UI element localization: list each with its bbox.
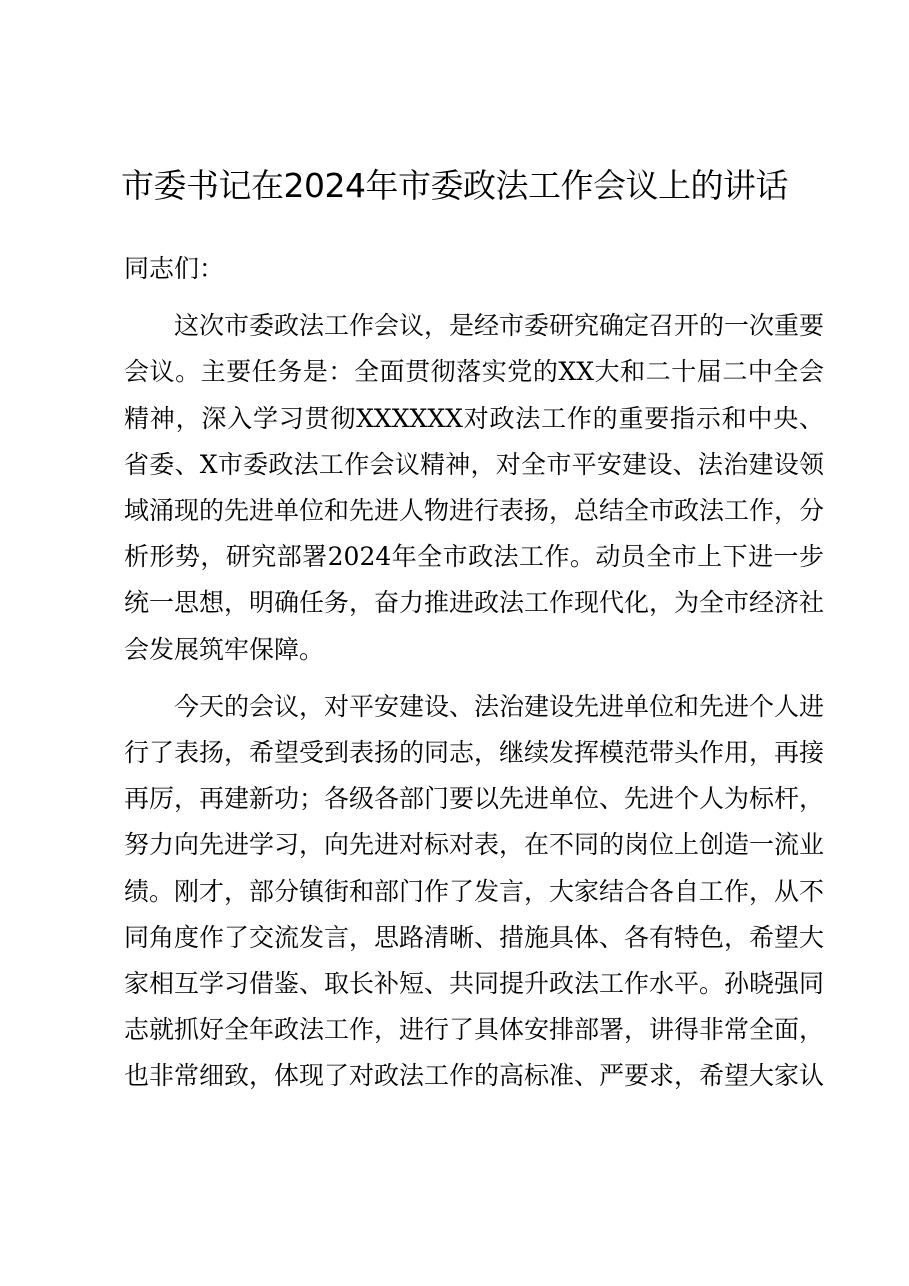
paragraph-1: 这次市委政法工作会议，是经市委研究确定召开的一次重要会议。主要任务是：全面贯彻落实党的XX大和二十届二中全会精神，深入学习贯彻XXXXXX对政法工作的重要指示和中央、省委、X市委政法工作会议精神，对全市平安建设、法治建设领域涌现的先进单位和先进人物进行表扬，总结全市政法工作，分析形势，研究部署2024年全市政法工作。动员全市上下进一步统一思想，明确任务，奋力推进政法工作现代化，为全市经济社会发展筑牢保障。 bbox=[124, 311, 825, 664]
paragraph-2: 今天的会议，对平安建设、法治建设先进单位和先进个人进行了表扬，希望受到表扬的同志，继续发挥模范带头作用，再接再厉，再建新功；各级各部门要以先进单位、先进个人为标杆，努力向先进学习，向先进对标对表，在不同的岗位上创造一流业绩。刚才，部分镇街和部门作了发言，大家结合各自工作，从不同角度作了交流发言，思路清晰、措施具体、各有特色，希望大家相互学习借鉴、取长补短、共同提升政法工作水平。孙晓强同志就抓好全年政法工作，进行了具体安排部署，讲得非常全面，也非常细致，体现了对政法工作的高标准、严要求，希望大家认 bbox=[124, 691, 825, 1091]
salutation: 同志们： bbox=[124, 254, 225, 283]
document-body bbox=[124, 246, 824, 1111]
document-title: 市委书记在2024年市委政法工作会议上的讲话 bbox=[121, 166, 788, 205]
